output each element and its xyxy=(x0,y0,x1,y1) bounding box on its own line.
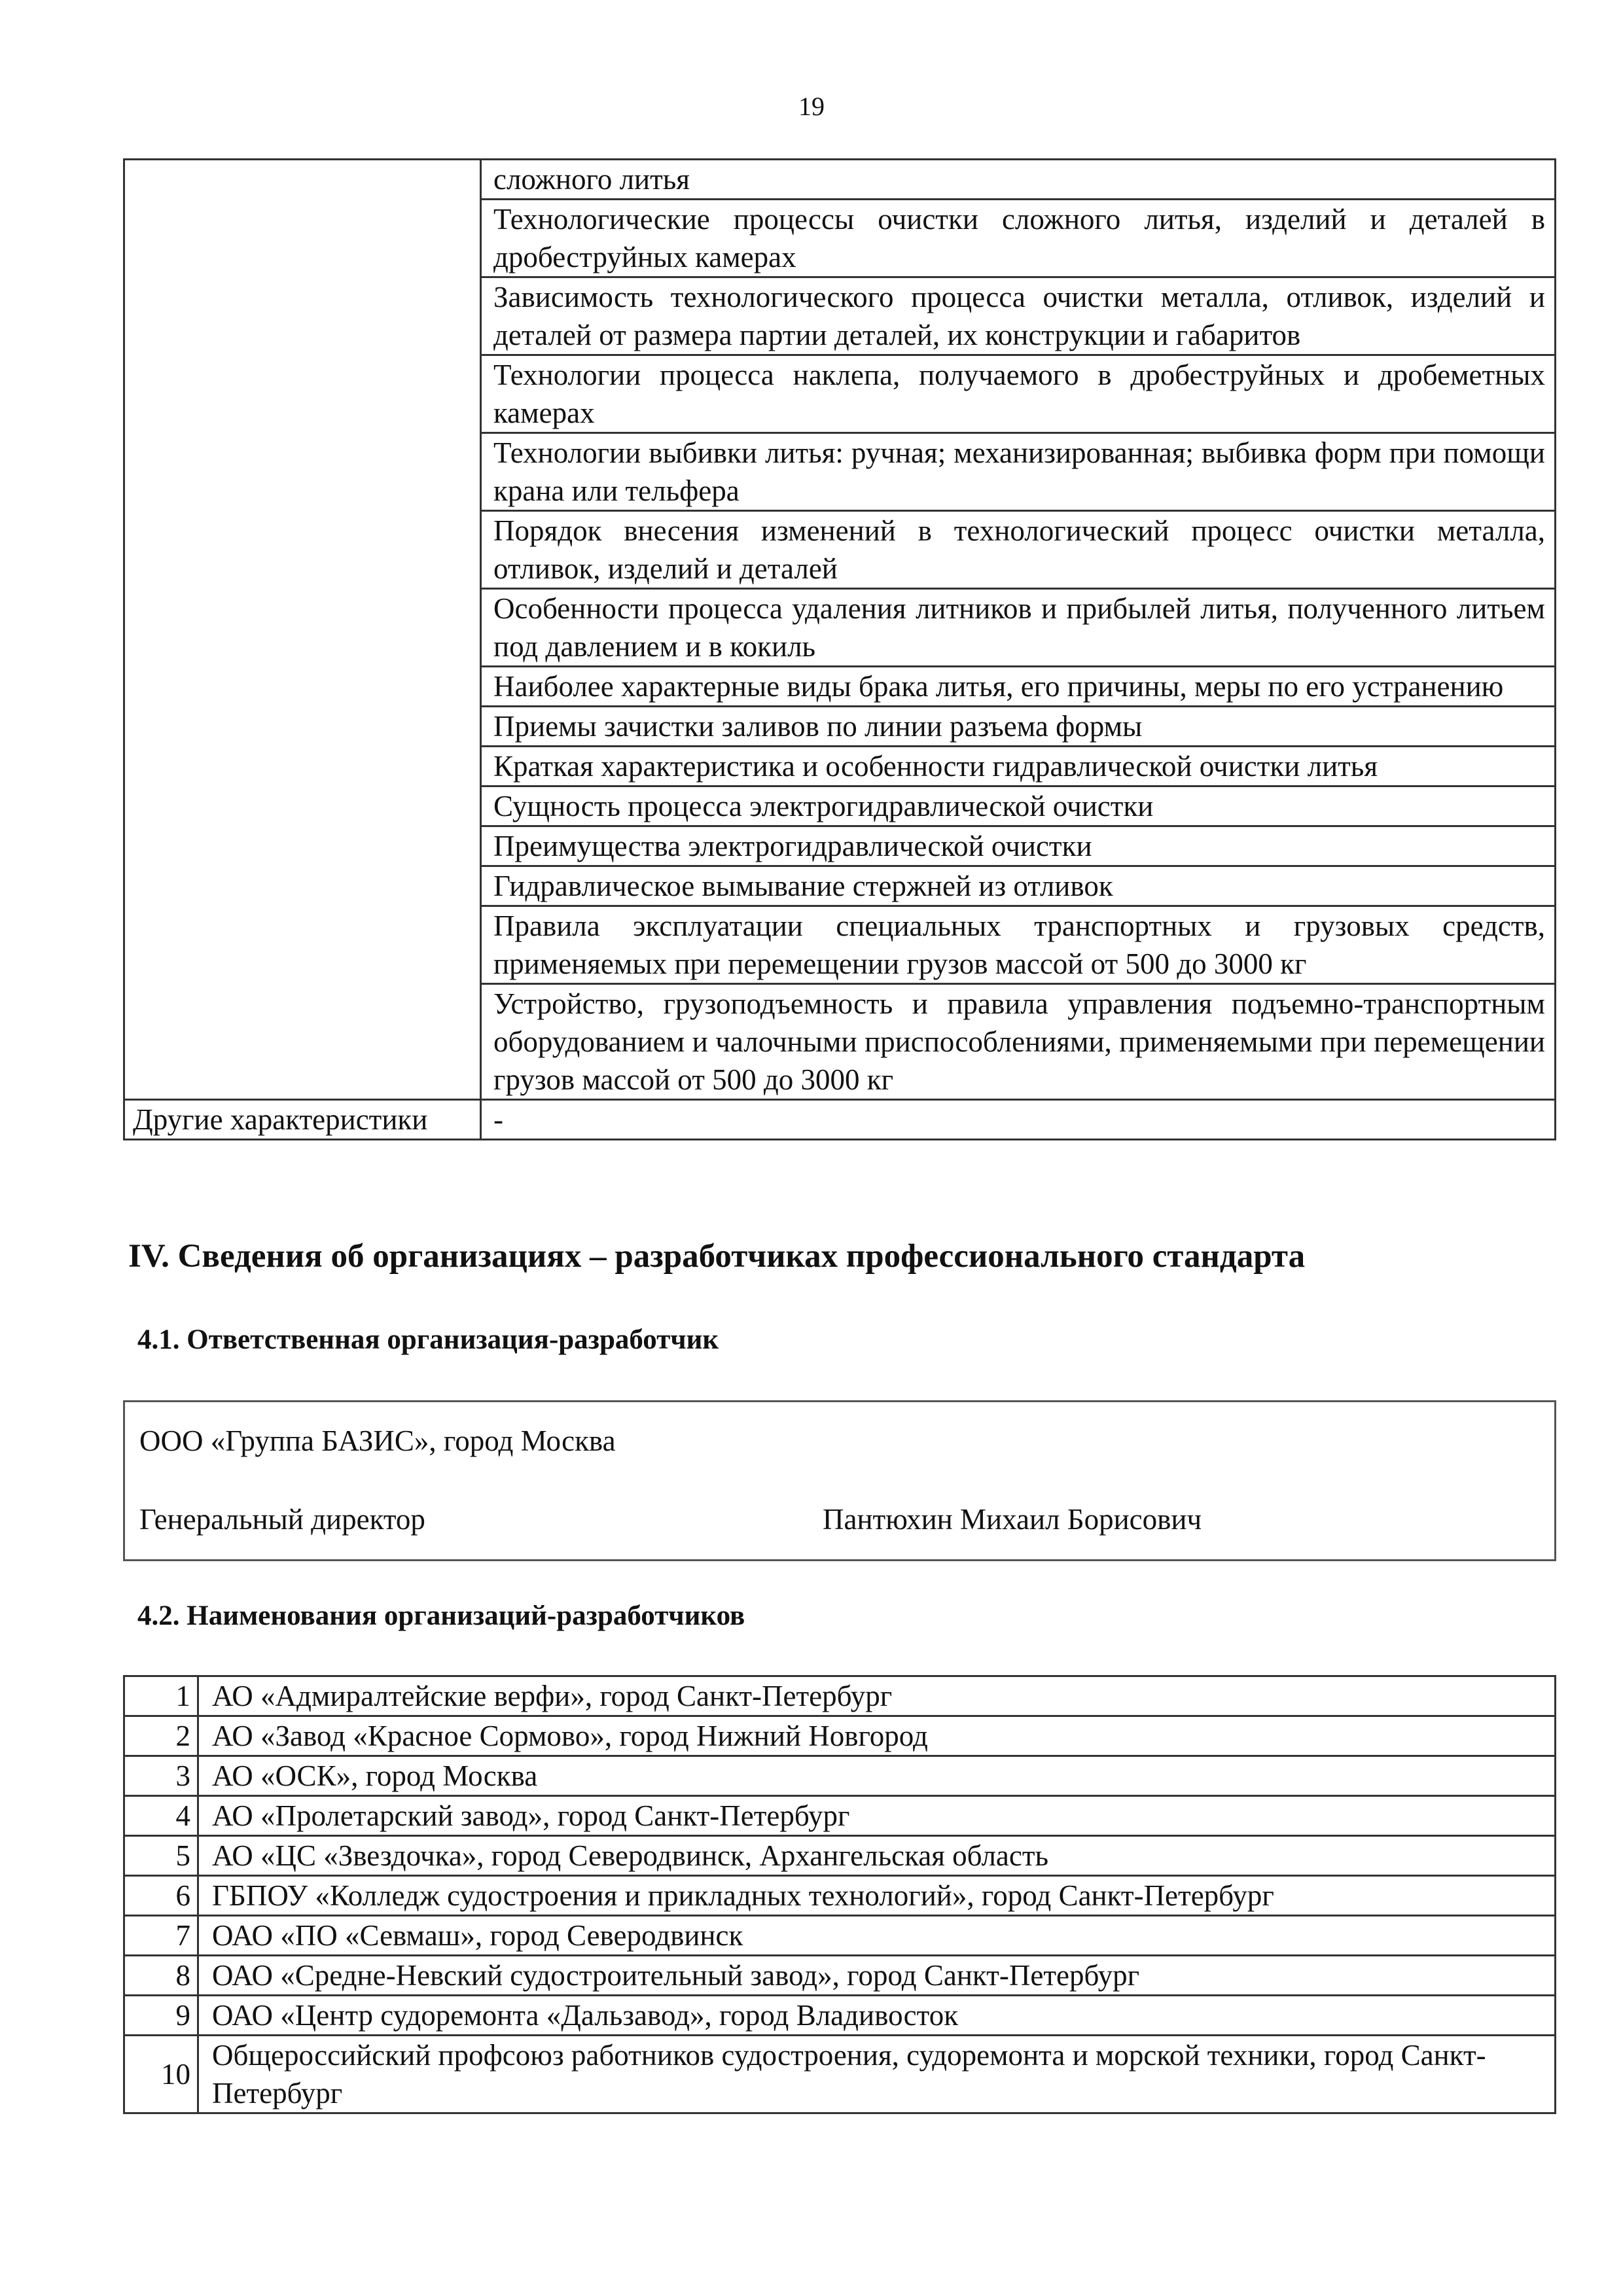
row-number: 6 xyxy=(124,1876,198,1916)
organization-name: Общероссийский профсоюз работников судостроения, судоремонта и морской техники, город Санкт-Петербург xyxy=(198,2036,1556,2113)
row-number: 7 xyxy=(124,1916,198,1956)
table-label-cell xyxy=(124,160,481,1100)
table-row xyxy=(124,1716,1556,1756)
table-cell: Краткая характеристика и особенности гидравлической очистки литья xyxy=(481,747,1556,786)
knowledge-table xyxy=(123,158,1556,1140)
responsible-org-box xyxy=(123,1400,1556,1561)
organization-name: АО «ЦС «Звездочка», город Северодвинск, Архангельская область xyxy=(198,1836,1556,1876)
page-number: 19 xyxy=(798,92,825,121)
table-row-other xyxy=(124,1100,1556,1140)
row-number: 3 xyxy=(124,1756,198,1796)
row-number: 2 xyxy=(124,1716,198,1756)
table-row xyxy=(124,1756,1556,1796)
organization-name: АО «Адмиралтейские верфи», город Санкт-Петербург xyxy=(198,1676,1556,1716)
row-number: 10 xyxy=(124,2036,198,2113)
table-cell: сложного литья xyxy=(481,160,1556,200)
organization-name: АО «ОСК», город Москва xyxy=(198,1756,1556,1796)
table-row xyxy=(124,1996,1556,2036)
organization-name: АО «Пролетарский завод», город Санкт-Петербург xyxy=(198,1796,1556,1836)
organization-name: ГБПОУ «Колледж судостроения и прикладных технологий», город Санкт-Петербург xyxy=(198,1876,1556,1916)
other-characteristics-value: - xyxy=(481,1100,1556,1140)
organization-name: ОАО «Центр судоремонта «Дальзавод», город Владивосток xyxy=(198,1996,1556,2036)
row-number: 9 xyxy=(124,1996,198,2036)
row-number: 4 xyxy=(124,1796,198,1836)
table-cell: Наиболее характерные виды брака литья, его причины, меры по его устранению xyxy=(481,667,1556,707)
responsible-org-person: Пантюхин Михаил Борисович xyxy=(823,1503,1202,1536)
responsible-org-position: Генеральный директор xyxy=(139,1503,425,1536)
table-row xyxy=(124,160,1556,200)
organization-name: АО «Завод «Красное Сормово», город Нижний Новгород xyxy=(198,1716,1556,1756)
table-row xyxy=(124,1956,1556,1996)
other-characteristics-label: Другие характеристики xyxy=(124,1100,481,1140)
table-cell: Приемы зачистки заливов по линии разъема формы xyxy=(481,707,1556,747)
responsible-org-name: ООО «Группа БАЗИС», город Москва xyxy=(139,1424,616,1457)
organization-name: ОАО «Средне-Невский судостроительный завод», город Санкт-Петербург xyxy=(198,1956,1556,1996)
table-cell: Устройство, грузоподъемность и правила управления подъемно-транспортным оборудованием и чалочными приспособлениями, применяемыми при перемещении грузов массой от 500 до 3000 кг xyxy=(481,984,1556,1100)
organization-name: ОАО «ПО «Севмаш», город Северодвинск xyxy=(198,1916,1556,1956)
table-row xyxy=(124,2036,1556,2113)
developers-table xyxy=(123,1675,1556,2114)
table-cell: Зависимость технологического процесса очистки металла, отливок, изделий и деталей от размера партии деталей, их конструкции и габаритов xyxy=(481,277,1556,355)
table-cell: Преимущества электрогидравлической очистки xyxy=(481,826,1556,866)
row-number: 5 xyxy=(124,1836,198,1876)
table-cell: Правила эксплуатации специальных транспортных и грузовых средств, применяемых при перемещении грузов массой от 500 до 3000 кг xyxy=(481,906,1556,984)
table-row xyxy=(124,1796,1556,1836)
table-cell: Гидравлическое вымывание стержней из отливок xyxy=(481,866,1556,906)
responsible-org-heading: 4.1. Ответственная организация-разработчик xyxy=(137,1324,719,1355)
table-row xyxy=(124,1676,1556,1716)
row-number: 8 xyxy=(124,1956,198,1996)
table-cell: Технологии процесса наклепа, получаемого в дробеструйных и дробеметных камерах xyxy=(481,355,1556,433)
table-cell: Технологии выбивки литья: ручная; механизированная; выбивка форм при помощи крана или тельфера xyxy=(481,433,1556,511)
row-number: 1 xyxy=(124,1676,198,1716)
section-title: IV. Сведения об организациях – разработчиках профессионального стандарта xyxy=(128,1238,1306,1275)
table-row xyxy=(124,1876,1556,1916)
table-cell: Порядок внесения изменений в технологический процесс очистки металла, отливок, изделий и деталей xyxy=(481,511,1556,589)
table-cell: Сущность процесса электрогидравлической очистки xyxy=(481,786,1556,826)
table-row xyxy=(124,1916,1556,1956)
table-cell: Особенности процесса удаления литников и прибылей литья, полученного литьем под давлением и в кокиль xyxy=(481,589,1556,667)
developers-heading: 4.2. Наименования организаций-разработчиков xyxy=(137,1600,745,1631)
table-cell: Технологические процессы очистки сложного литья, изделий и деталей в дробеструйных камерах xyxy=(481,200,1556,277)
table-row xyxy=(124,1836,1556,1876)
